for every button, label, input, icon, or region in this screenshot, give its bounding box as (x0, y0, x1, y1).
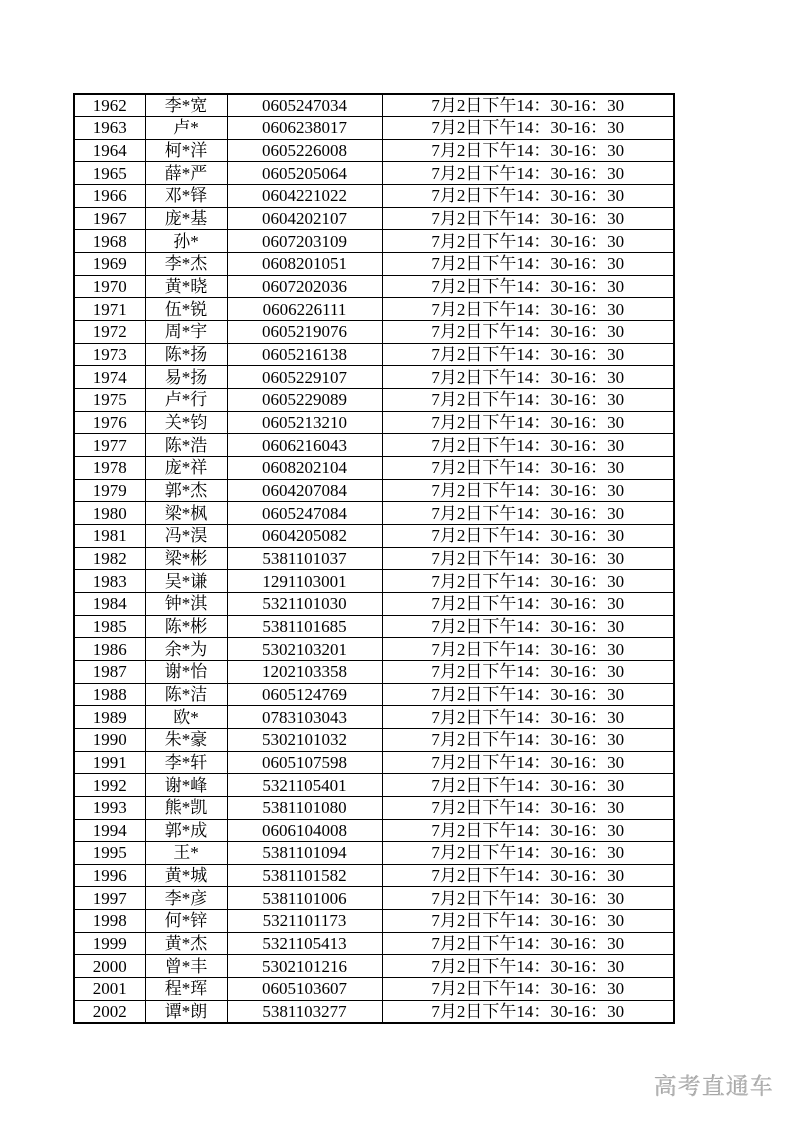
time-cell: 7月2日下午14：30-16：30 (382, 683, 674, 706)
id-cell: 0606226111 (227, 298, 382, 321)
name-cell: 柯*洋 (145, 139, 227, 162)
table-row (74, 615, 674, 638)
seq-cell: 1984 (74, 592, 145, 615)
id-cell: 5321101030 (227, 592, 382, 615)
time-cell: 7月2日下午14：30-16：30 (382, 366, 674, 389)
name-cell: 吴*谦 (145, 570, 227, 593)
table-row (74, 139, 674, 162)
time-cell: 7月2日下午14：30-16：30 (382, 94, 674, 117)
seq-cell: 1987 (74, 660, 145, 683)
seq-cell: 2000 (74, 955, 145, 978)
seq-cell: 1962 (74, 94, 145, 117)
time-cell: 7月2日下午14：30-16：30 (382, 887, 674, 910)
name-cell: 薛*严 (145, 162, 227, 185)
id-cell: 5381101037 (227, 547, 382, 570)
name-cell: 曾*丰 (145, 955, 227, 978)
name-cell: 陈*浩 (145, 434, 227, 457)
time-cell: 7月2日下午14：30-16：30 (382, 389, 674, 412)
name-cell: 欧* (145, 706, 227, 729)
id-cell: 0604202107 (227, 207, 382, 230)
time-cell: 7月2日下午14：30-16：30 (382, 592, 674, 615)
id-cell: 0604205082 (227, 524, 382, 547)
id-cell: 5302101216 (227, 955, 382, 978)
name-cell: 程*珲 (145, 978, 227, 1001)
time-cell: 7月2日下午14：30-16：30 (382, 117, 674, 140)
time-cell: 7月2日下午14：30-16：30 (382, 774, 674, 797)
id-cell: 0607202036 (227, 275, 382, 298)
name-cell: 何*锌 (145, 910, 227, 933)
time-cell: 7月2日下午14：30-16：30 (382, 932, 674, 955)
time-cell: 7月2日下午14：30-16：30 (382, 479, 674, 502)
table-row (74, 728, 674, 751)
table-row (74, 389, 674, 412)
seq-cell: 1994 (74, 819, 145, 842)
time-cell: 7月2日下午14：30-16：30 (382, 796, 674, 819)
seq-cell: 1972 (74, 321, 145, 344)
name-cell: 谢*峰 (145, 774, 227, 797)
time-cell: 7月2日下午14：30-16：30 (382, 660, 674, 683)
seq-cell: 1978 (74, 457, 145, 480)
id-cell: 0605229089 (227, 389, 382, 412)
name-cell: 周*宇 (145, 321, 227, 344)
seq-cell: 1964 (74, 139, 145, 162)
seq-cell: 1975 (74, 389, 145, 412)
seq-cell: 1998 (74, 910, 145, 933)
exam-schedule-table (73, 93, 675, 1024)
time-cell: 7月2日下午14：30-16：30 (382, 298, 674, 321)
id-cell: 0608202104 (227, 457, 382, 480)
id-cell: 0605213210 (227, 411, 382, 434)
time-cell: 7月2日下午14：30-16：30 (382, 978, 674, 1001)
schedule-rows (74, 94, 674, 1023)
table-row (74, 683, 674, 706)
seq-cell: 1999 (74, 932, 145, 955)
seq-cell: 1992 (74, 774, 145, 797)
name-cell: 谭*朗 (145, 1000, 227, 1023)
table-row (74, 117, 674, 140)
name-cell: 谢*怡 (145, 660, 227, 683)
time-cell: 7月2日下午14：30-16：30 (382, 955, 674, 978)
id-cell: 5321105401 (227, 774, 382, 797)
table-row (74, 660, 674, 683)
name-cell: 陈*彬 (145, 615, 227, 638)
seq-cell: 1973 (74, 343, 145, 366)
id-cell: 5321101173 (227, 910, 382, 933)
table-row (74, 796, 674, 819)
time-cell: 7月2日下午14：30-16：30 (382, 547, 674, 570)
id-cell: 5381103277 (227, 1000, 382, 1023)
table-row (74, 411, 674, 434)
id-cell: 1202103358 (227, 660, 382, 683)
name-cell: 邓*铎 (145, 185, 227, 208)
time-cell: 7月2日下午14：30-16：30 (382, 615, 674, 638)
name-cell: 庞*基 (145, 207, 227, 230)
name-cell: 郭*成 (145, 819, 227, 842)
seq-cell: 1982 (74, 547, 145, 570)
table-row (74, 842, 674, 865)
id-cell: 0605216138 (227, 343, 382, 366)
seq-cell: 1980 (74, 502, 145, 525)
id-cell: 0605124769 (227, 683, 382, 706)
name-cell: 余*为 (145, 638, 227, 661)
name-cell: 李*轩 (145, 751, 227, 774)
seq-cell: 1968 (74, 230, 145, 253)
time-cell: 7月2日下午14：30-16：30 (382, 751, 674, 774)
table-row (74, 502, 674, 525)
table-row (74, 162, 674, 185)
seq-cell: 1995 (74, 842, 145, 865)
id-cell: 5381101080 (227, 796, 382, 819)
seq-cell: 1977 (74, 434, 145, 457)
table-row (74, 706, 674, 729)
id-cell: 0605107598 (227, 751, 382, 774)
name-cell: 黄*晓 (145, 275, 227, 298)
seq-cell: 1981 (74, 524, 145, 547)
name-cell: 卢* (145, 117, 227, 140)
seq-cell: 1993 (74, 796, 145, 819)
table-row (74, 94, 674, 117)
time-cell: 7月2日下午14：30-16：30 (382, 185, 674, 208)
seq-cell: 1988 (74, 683, 145, 706)
id-cell: 5381101094 (227, 842, 382, 865)
time-cell: 7月2日下午14：30-16：30 (382, 207, 674, 230)
table-row (74, 230, 674, 253)
id-cell: 0605247034 (227, 94, 382, 117)
time-cell: 7月2日下午14：30-16：30 (382, 706, 674, 729)
time-cell: 7月2日下午14：30-16：30 (382, 524, 674, 547)
id-cell: 0606104008 (227, 819, 382, 842)
table-row (74, 592, 674, 615)
table-row (74, 751, 674, 774)
id-cell: 0605205064 (227, 162, 382, 185)
name-cell: 李*杰 (145, 253, 227, 276)
name-cell: 庞*祥 (145, 457, 227, 480)
time-cell: 7月2日下午14：30-16：30 (382, 910, 674, 933)
seq-cell: 1963 (74, 117, 145, 140)
time-cell: 7月2日下午14：30-16：30 (382, 819, 674, 842)
table-row (74, 185, 674, 208)
table-row (74, 1000, 674, 1023)
table-row (74, 457, 674, 480)
seq-cell: 2002 (74, 1000, 145, 1023)
table-row (74, 955, 674, 978)
id-cell: 0605229107 (227, 366, 382, 389)
table-row (74, 570, 674, 593)
table-row (74, 887, 674, 910)
time-cell: 7月2日下午14：30-16：30 (382, 434, 674, 457)
time-cell: 7月2日下午14：30-16：30 (382, 570, 674, 593)
time-cell: 7月2日下午14：30-16：30 (382, 230, 674, 253)
name-cell: 孙* (145, 230, 227, 253)
id-cell: 0605226008 (227, 139, 382, 162)
name-cell: 黄*城 (145, 864, 227, 887)
id-cell: 5381101685 (227, 615, 382, 638)
id-cell: 5321105413 (227, 932, 382, 955)
name-cell: 伍*锐 (145, 298, 227, 321)
table-row (74, 207, 674, 230)
seq-cell: 1971 (74, 298, 145, 321)
table-row (74, 524, 674, 547)
time-cell: 7月2日下午14：30-16：30 (382, 638, 674, 661)
id-cell: 5381101582 (227, 864, 382, 887)
table-row (74, 298, 674, 321)
time-cell: 7月2日下午14：30-16：30 (382, 457, 674, 480)
name-cell: 李*彦 (145, 887, 227, 910)
id-cell: 0605103607 (227, 978, 382, 1001)
seq-cell: 1983 (74, 570, 145, 593)
name-cell: 李*宽 (145, 94, 227, 117)
table-row (74, 321, 674, 344)
time-cell: 7月2日下午14：30-16：30 (382, 1000, 674, 1023)
id-cell: 0608201051 (227, 253, 382, 276)
id-cell: 5302103201 (227, 638, 382, 661)
id-cell: 5381101006 (227, 887, 382, 910)
table-row (74, 978, 674, 1001)
seq-cell: 1997 (74, 887, 145, 910)
seq-cell: 1986 (74, 638, 145, 661)
seq-cell: 1979 (74, 479, 145, 502)
name-cell: 王* (145, 842, 227, 865)
table-row (74, 638, 674, 661)
time-cell: 7月2日下午14：30-16：30 (382, 162, 674, 185)
name-cell: 熊*凯 (145, 796, 227, 819)
name-cell: 梁*彬 (145, 547, 227, 570)
time-cell: 7月2日下午14：30-16：30 (382, 728, 674, 751)
time-cell: 7月2日下午14：30-16：30 (382, 321, 674, 344)
name-cell: 关*钧 (145, 411, 227, 434)
seq-cell: 1989 (74, 706, 145, 729)
table-row (74, 343, 674, 366)
seq-cell: 1985 (74, 615, 145, 638)
id-cell: 5302101032 (227, 728, 382, 751)
seq-cell: 1974 (74, 366, 145, 389)
id-cell: 0604207084 (227, 479, 382, 502)
id-cell: 0606216043 (227, 434, 382, 457)
name-cell: 郭*杰 (145, 479, 227, 502)
name-cell: 黄*杰 (145, 932, 227, 955)
seq-cell: 1991 (74, 751, 145, 774)
time-cell: 7月2日下午14：30-16：30 (382, 502, 674, 525)
time-cell: 7月2日下午14：30-16：30 (382, 139, 674, 162)
name-cell: 易*扬 (145, 366, 227, 389)
id-cell: 0605247084 (227, 502, 382, 525)
seq-cell: 1965 (74, 162, 145, 185)
name-cell: 梁*枫 (145, 502, 227, 525)
name-cell: 陈*扬 (145, 343, 227, 366)
id-cell: 0783103043 (227, 706, 382, 729)
table-row (74, 479, 674, 502)
seq-cell: 2001 (74, 978, 145, 1001)
name-cell: 卢*行 (145, 389, 227, 412)
time-cell: 7月2日下午14：30-16：30 (382, 275, 674, 298)
id-cell: 0606238017 (227, 117, 382, 140)
time-cell: 7月2日下午14：30-16：30 (382, 343, 674, 366)
seq-cell: 1976 (74, 411, 145, 434)
id-cell: 1291103001 (227, 570, 382, 593)
name-cell: 朱*豪 (145, 728, 227, 751)
table-row (74, 275, 674, 298)
time-cell: 7月2日下午14：30-16：30 (382, 411, 674, 434)
time-cell: 7月2日下午14：30-16：30 (382, 864, 674, 887)
id-cell: 0604221022 (227, 185, 382, 208)
table-row (74, 366, 674, 389)
table-row (74, 774, 674, 797)
watermark-gaokao-zhitongche: 高考直通车 (654, 1074, 774, 1099)
name-cell: 钟*淇 (145, 592, 227, 615)
time-cell: 7月2日下午14：30-16：30 (382, 842, 674, 865)
table-row (74, 932, 674, 955)
time-cell: 7月2日下午14：30-16：30 (382, 253, 674, 276)
table-row (74, 434, 674, 457)
table-row (74, 547, 674, 570)
id-cell: 0607203109 (227, 230, 382, 253)
seq-cell: 1996 (74, 864, 145, 887)
id-cell: 0605219076 (227, 321, 382, 344)
table-row (74, 910, 674, 933)
table-row (74, 864, 674, 887)
seq-cell: 1966 (74, 185, 145, 208)
seq-cell: 1970 (74, 275, 145, 298)
name-cell: 冯*淏 (145, 524, 227, 547)
table-row (74, 253, 674, 276)
seq-cell: 1969 (74, 253, 145, 276)
seq-cell: 1967 (74, 207, 145, 230)
name-cell: 陈*洁 (145, 683, 227, 706)
seq-cell: 1990 (74, 728, 145, 751)
table-row (74, 819, 674, 842)
